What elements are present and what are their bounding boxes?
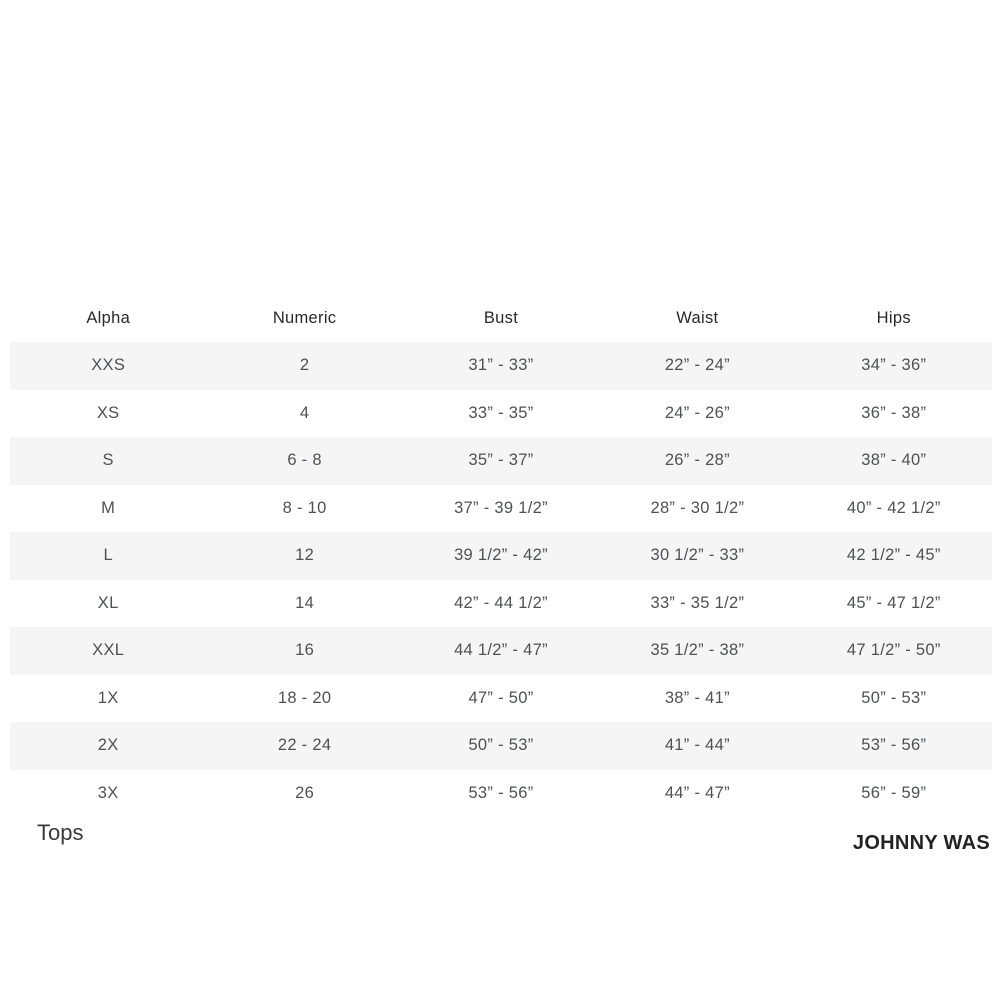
- table-cell: 38” - 40”: [861, 451, 927, 470]
- table-row: [10, 770, 992, 818]
- table-cell: 33” - 35 1/2”: [650, 593, 745, 612]
- table-cell: 28” - 30 1/2”: [650, 498, 745, 517]
- table-cell: 42 1/2” - 45”: [846, 546, 941, 565]
- table-row: [10, 390, 992, 438]
- header-row: [10, 295, 992, 342]
- table-cell: 53” - 56”: [861, 736, 927, 755]
- column-header-hips: Hips: [876, 309, 911, 327]
- table-cell: XL: [97, 593, 119, 612]
- table-cell: 16: [295, 641, 315, 660]
- table-cell: 24” - 26”: [664, 403, 730, 422]
- table-cell: 18 - 20: [277, 688, 332, 707]
- table-cell: 22” - 24”: [664, 356, 730, 375]
- table-cell: 1X: [97, 688, 119, 707]
- column-header-bust: Bust: [483, 309, 519, 327]
- table-cell: 38” - 41”: [664, 688, 730, 707]
- table-cell: 50” - 53”: [861, 688, 927, 707]
- table-cell: 40” - 42 1/2”: [846, 498, 941, 517]
- table-cell: 2: [299, 356, 310, 375]
- table-cell: 45” - 47 1/2”: [846, 593, 941, 612]
- table-cell: 41” - 44”: [664, 736, 730, 755]
- table-cell: 26” - 28”: [664, 451, 730, 470]
- table-cell: XXS: [91, 356, 126, 375]
- table-cell: 35 1/2” - 38”: [650, 641, 745, 660]
- table-cell: M: [101, 498, 116, 517]
- column-header-waist: Waist: [676, 309, 719, 327]
- table-cell: 37” - 39 1/2”: [454, 498, 548, 517]
- column-header-alpha: Alpha: [86, 309, 131, 327]
- table-cell: 42” - 44 1/2”: [454, 593, 548, 612]
- table-cell: L: [103, 546, 113, 565]
- table-cell: 35” - 37”: [468, 451, 534, 470]
- table-cell: 31” - 33”: [468, 356, 534, 375]
- table-cell: 6 - 8: [287, 451, 322, 470]
- table-cell: 47 1/2” - 50”: [846, 641, 941, 660]
- table-cell: 36” - 38”: [861, 403, 927, 422]
- table-cell: 44” - 47”: [664, 783, 730, 802]
- table-cell: 30 1/2” - 33”: [650, 546, 745, 565]
- table-row: [10, 580, 992, 628]
- table-cell: 47” - 50”: [468, 688, 534, 707]
- table-cell: 53” - 56”: [468, 783, 534, 802]
- table-cell: 8 - 10: [282, 498, 327, 517]
- table-row: [10, 342, 992, 390]
- table-cell: 33” - 35”: [468, 403, 534, 422]
- table-cell: 44 1/2” - 47”: [454, 641, 548, 660]
- table-row: [10, 627, 992, 675]
- table-cell: 56” - 59”: [861, 783, 927, 802]
- table-row: [10, 532, 992, 580]
- table-cell: 12: [295, 546, 315, 565]
- size-table: [10, 295, 992, 817]
- table-cell: XS: [96, 403, 120, 422]
- table-cell: 4: [299, 403, 310, 422]
- table-cell: 34” - 36”: [861, 356, 927, 375]
- table-cell: 26: [295, 783, 315, 802]
- chart-footer: [10, 820, 992, 855]
- table-row: [10, 675, 992, 723]
- table-cell: 2X: [97, 736, 119, 755]
- size-table-head: [10, 295, 992, 342]
- brand-wordmark: JOHNNY WAS: [852, 832, 990, 854]
- table-cell: S: [102, 451, 114, 470]
- table-cell: XXL: [92, 641, 125, 660]
- table-cell: 3X: [97, 783, 119, 802]
- category-label: Tops: [37, 820, 84, 845]
- table-cell: 39 1/2” - 42”: [454, 546, 548, 565]
- size-table-body: [10, 342, 992, 817]
- table-cell: 22 - 24: [277, 736, 332, 755]
- table-cell: 14: [295, 593, 315, 612]
- table-cell: 50” - 53”: [468, 736, 534, 755]
- table-row: [10, 485, 992, 533]
- size-chart: [10, 295, 992, 855]
- column-header-numeric: Numeric: [272, 309, 337, 327]
- table-row: [10, 722, 992, 770]
- table-row: [10, 437, 992, 485]
